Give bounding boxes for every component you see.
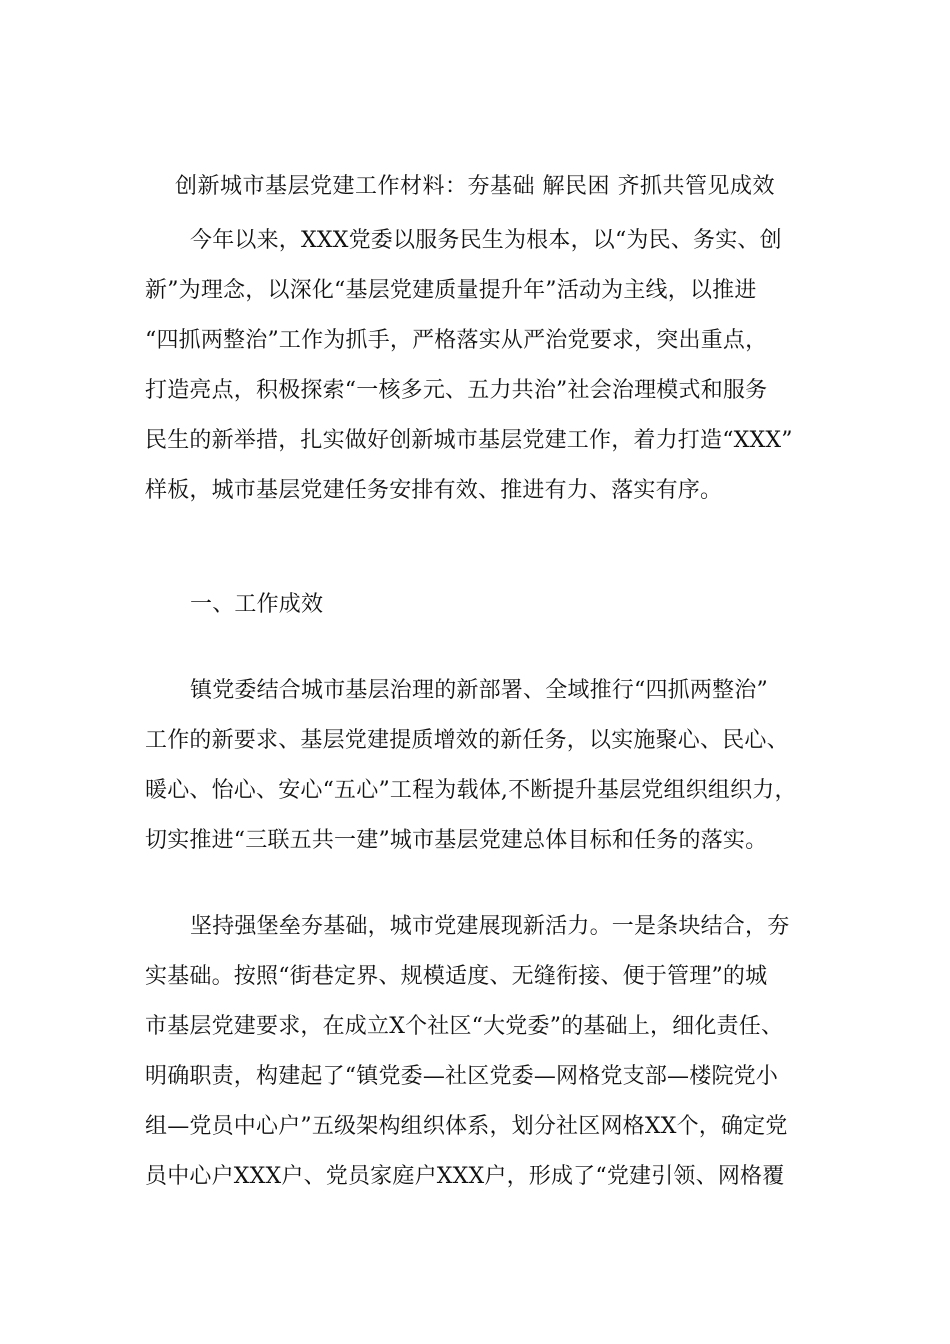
document-title: 创新城市基层党建工作材料：夯基础 解民困 齐抓共管见成效 bbox=[175, 174, 775, 199]
paragraph-line: 切实推进“三联五共一建”城市基层党建总体目标和任务的落实。 bbox=[145, 828, 768, 853]
paragraph-line: 暖心、怡心、安心“五心”工程为载体,不断提升基层党组织组织力， bbox=[145, 778, 797, 803]
paragraph-line: 新”为理念，以深化“基层党建质量提升年”活动为主线，以推进 bbox=[145, 278, 757, 303]
section-heading-block bbox=[145, 580, 825, 630]
paragraph-line: 今年以来，XXX党委以服务民生为根本，以“为民、务实、创 bbox=[190, 228, 782, 253]
paragraph-line: 工作的新要求、基层党建提质增效的新任务，以实施聚心、民心、 bbox=[145, 728, 789, 753]
paragraph-line: 打造亮点，积极探索“一核多元、五力共治”社会治理模式和服务 bbox=[145, 378, 768, 403]
paragraph-line: 坚持强堡垒夯基础，城市党建展现新活力。一是条块结合，夯 bbox=[190, 914, 790, 939]
paragraph-foundation bbox=[145, 902, 825, 1202]
section-heading: 一、工作成效 bbox=[190, 592, 324, 617]
paragraph-line: 明确职责，构建起了“镇党委—社区党委—网格党支部—楼院党小 bbox=[145, 1064, 779, 1089]
paragraph-results bbox=[145, 666, 825, 866]
paragraph-line: 市基层党建要求，在成立X个社区“大党委”的基础上，细化责任、 bbox=[145, 1014, 784, 1039]
paragraph-line: “四抓两整治”工作为抓手，严格落实从严治党要求，突出重点， bbox=[145, 328, 768, 353]
paragraph-line: 民生的新举措，扎实做好创新城市基层党建工作，着力打造“XXX” bbox=[145, 428, 793, 453]
paragraph-line: 样板，城市基层党建任务安排有效、推进有力、落实有序。 bbox=[145, 478, 723, 503]
paragraph-line: 镇党委结合城市基层治理的新部署、全域推行“四抓两整治” bbox=[190, 678, 768, 703]
paragraph-intro bbox=[145, 216, 825, 516]
paragraph-line: 组—党员中心户”五级架构组织体系，划分社区网格XX个，确定党 bbox=[145, 1114, 788, 1139]
paragraph-line: 员中心户XXX户、党员家庭户XXX户，形成了“党建引领、网格覆 bbox=[145, 1164, 785, 1189]
paragraph-line: 实基础。按照“街巷定界、规模适度、无缝衔接、便于管理”的城 bbox=[145, 964, 768, 989]
